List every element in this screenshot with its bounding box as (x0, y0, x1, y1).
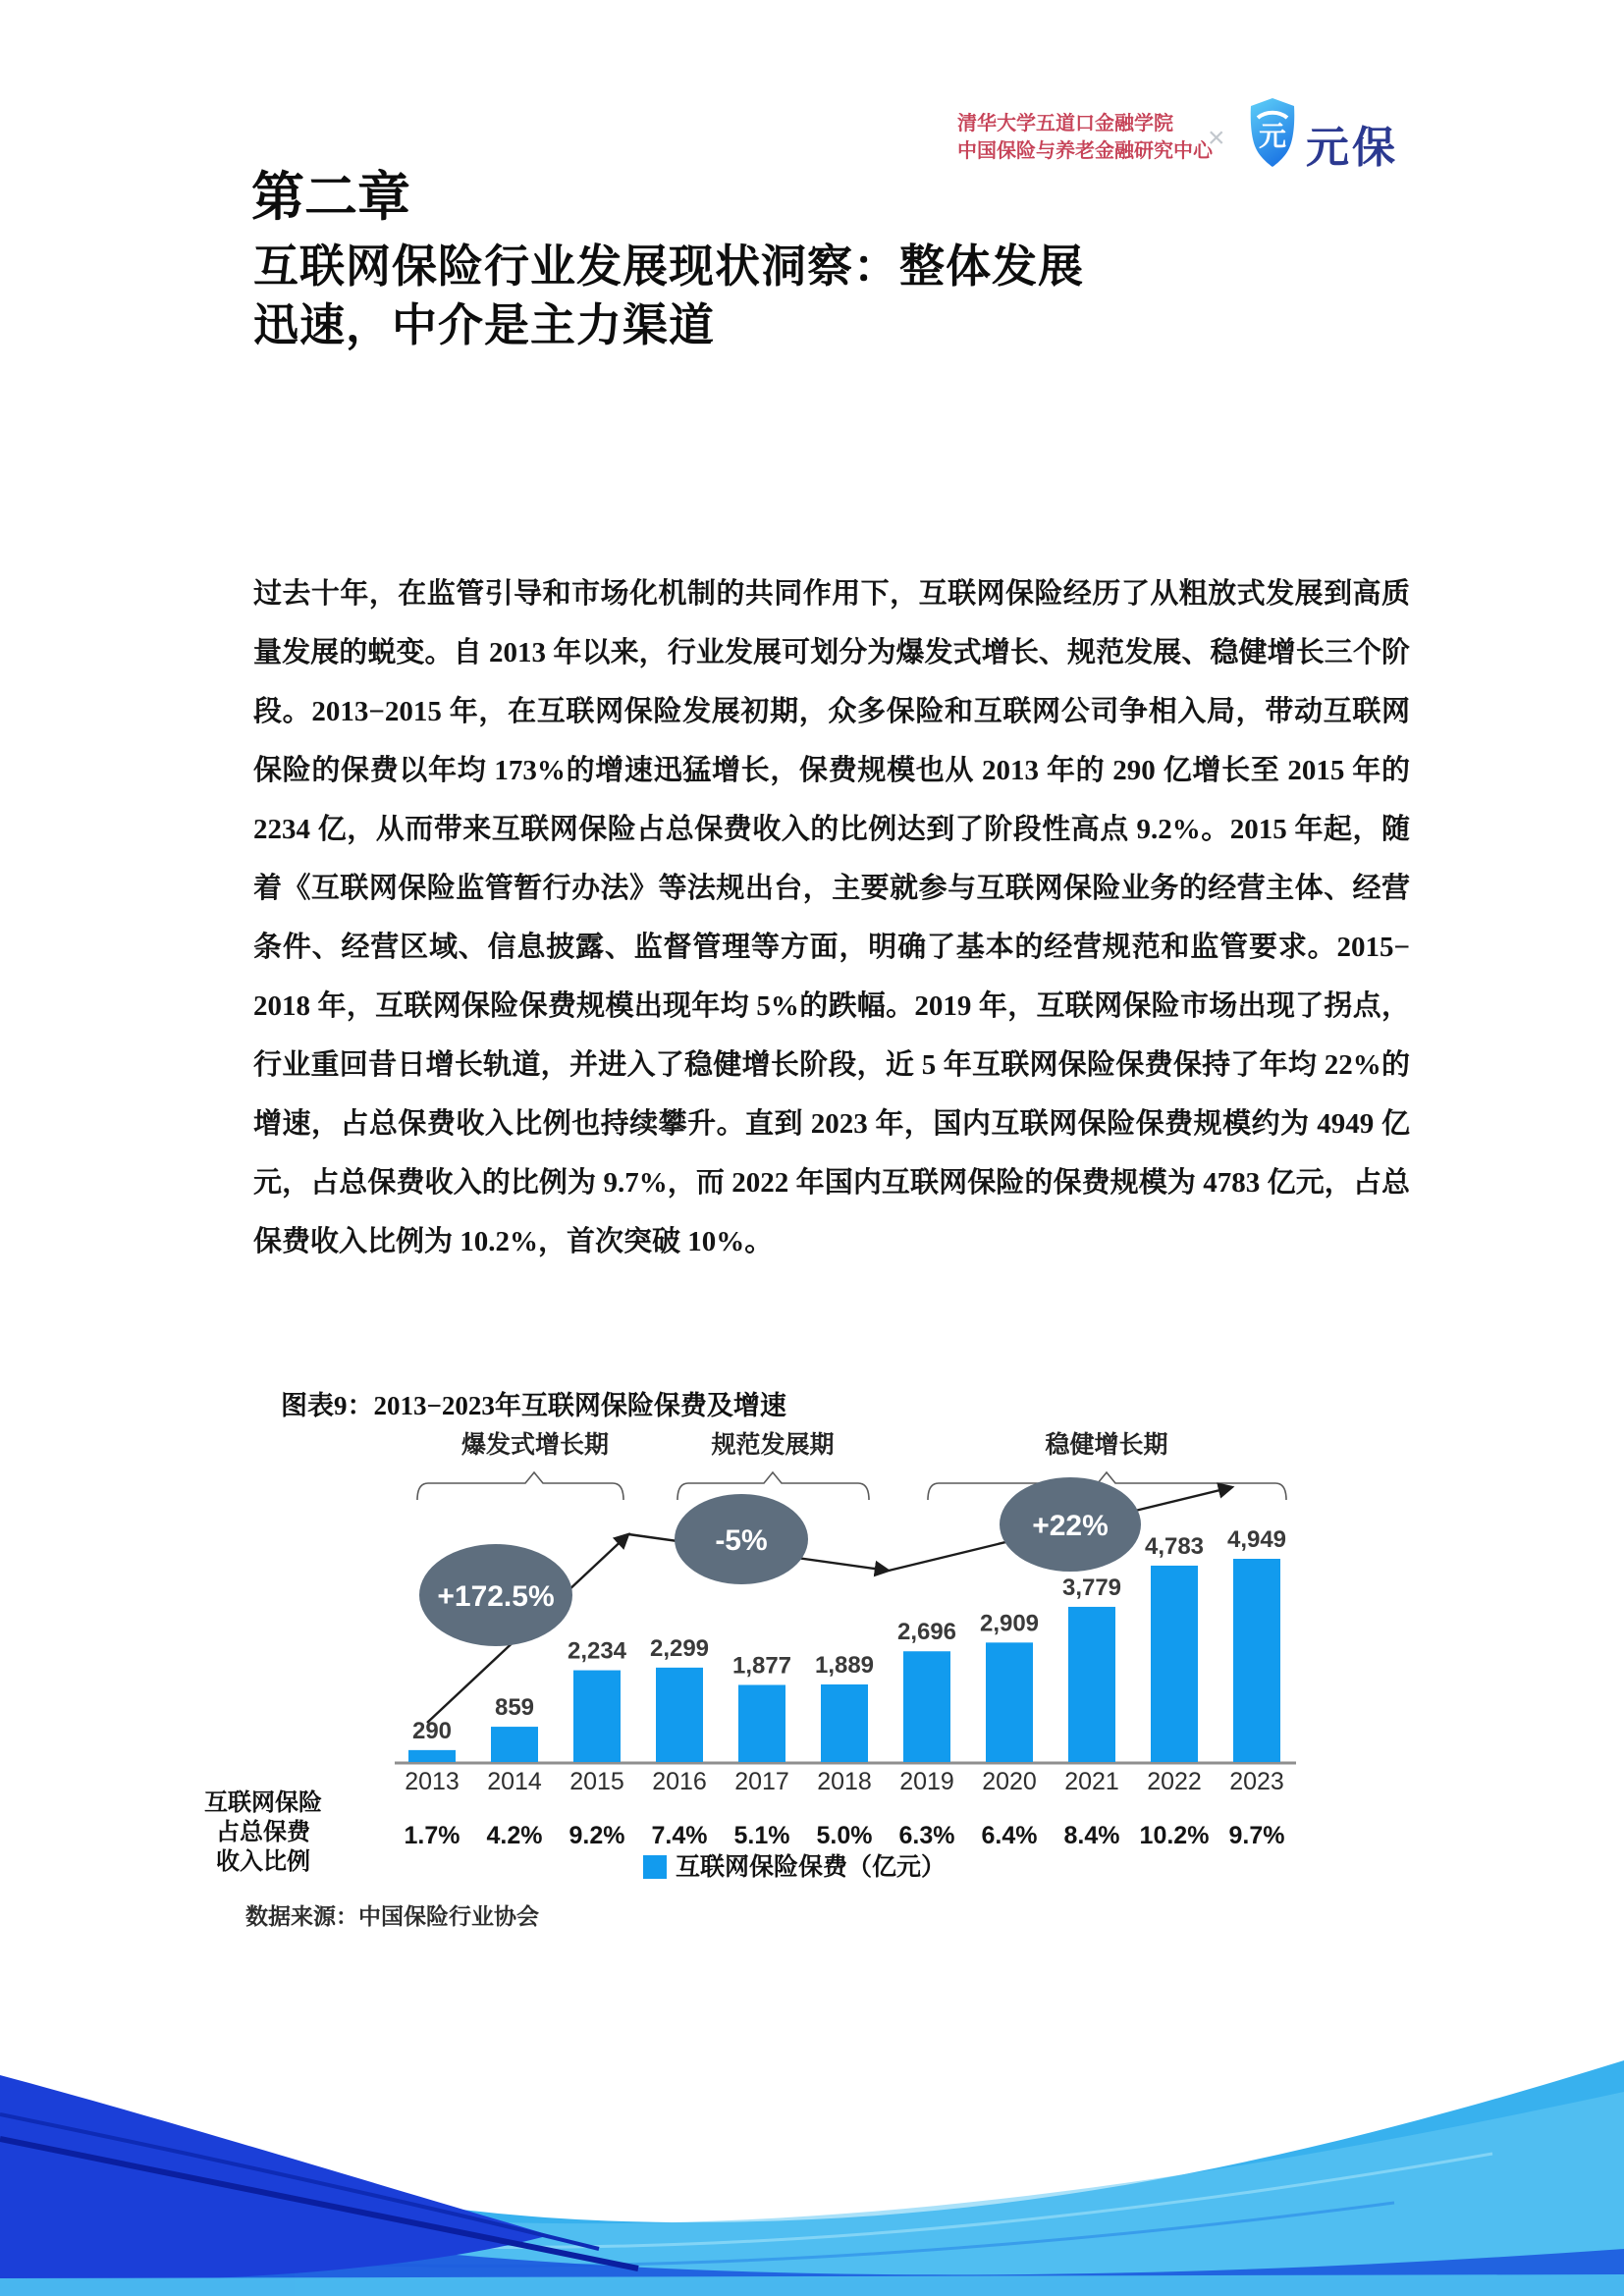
body-paragraph (253, 571, 1410, 1278)
premium-bar (573, 1671, 621, 1762)
shield-emblem: 元 (1258, 121, 1287, 151)
yuanbao-shield-icon (1247, 96, 1298, 176)
year-label: 2014 (487, 1768, 542, 1795)
body-line: 2234 亿，从而带来互联网保险占总保费收入的比例达到了阶段性高点 9.2%。2015 年起，随 (253, 814, 1410, 845)
org-line-1: 清华大学五道口金融学院 (957, 113, 1173, 134)
share-axis-label-line-1: 互联网保险 (204, 1790, 322, 1816)
body-line: 元，占总保费收入的比例为 9.7%，而 2022 年国内互联网保险的保费规模为 4783 亿元，占总 (253, 1167, 1410, 1199)
premium-bar (986, 1642, 1033, 1762)
bar-value-label: 2,696 (896, 1619, 957, 1646)
year-label: 2023 (1229, 1768, 1284, 1795)
page-title-line-2: 迅速，中介是主力渠道 (253, 300, 715, 350)
year-label: 2020 (982, 1768, 1037, 1795)
bar-value-label: 1,889 (814, 1651, 875, 1679)
bar-value-label: 2,234 (567, 1637, 627, 1665)
phase-label-explosive-growth: 爆发式增长期 (460, 1432, 610, 1459)
collaboration-x-separator: × (1208, 122, 1225, 154)
premium-bar (903, 1651, 950, 1762)
growth-bubble-3-value: +22% (1032, 1510, 1109, 1542)
bar-value-label: 3,779 (1061, 1574, 1122, 1601)
body-line: 着《互联网保险监管暂行办法》等法规出台，主要就参与互联网保险业务的经营主体、经营 (253, 873, 1410, 904)
phase-brace-2 (677, 1472, 869, 1500)
share-axis-label-line-2: 占总保费 (216, 1820, 310, 1845)
year-label: 2015 (569, 1768, 624, 1795)
premium-bar (656, 1668, 703, 1762)
year-label: 2013 (405, 1768, 460, 1795)
share-percent-value: 1.7% (404, 1822, 460, 1849)
premium-bar (1233, 1559, 1280, 1762)
bar-value-label: 4,949 (1226, 1526, 1287, 1553)
bar-value-label: 290 (411, 1717, 453, 1744)
page-title (253, 238, 1084, 355)
share-percent-value: 4.2% (486, 1822, 543, 1849)
body-line: 保费收入比例为 10.2%，首次突破 10%。 (253, 1226, 774, 1257)
growth-bubble-1-value: +172.5% (437, 1580, 555, 1613)
body-line: 量发展的蜕变。自 2013 年以来，行业发展可划分为爆发式增长、规范发展、稳健增长三个阶 (253, 637, 1410, 668)
premium-bar (738, 1684, 785, 1762)
share-percent-value: 8.4% (1063, 1822, 1120, 1849)
year-label: 2019 (899, 1768, 954, 1795)
phase-label-regulated-development: 规范发展期 (711, 1432, 835, 1459)
legend-label: 互联网保险保费（亿元） (676, 1854, 947, 1881)
share-percent-value: 9.2% (568, 1822, 625, 1849)
page-title-line-1: 互联网保险行业发展现状洞察：整体发展 (253, 241, 1084, 292)
share-percent-value: 6.4% (981, 1822, 1038, 1849)
premium-bar (1068, 1607, 1115, 1762)
wave-deep-wedge (0, 2075, 550, 2280)
share-percent-value: 9.7% (1228, 1822, 1285, 1849)
bar-value-label: 859 (494, 1694, 535, 1722)
brand-wordmark: 元保 (1306, 124, 1398, 172)
body-line: 过去十年，在监管引导和市场化机制的共同作用下，互联网保险经历了从粗放式发展到高质 (253, 578, 1410, 610)
share-percent-value: 5.0% (816, 1822, 873, 1849)
year-label: 2016 (652, 1768, 707, 1795)
bar-value-label: 2,909 (979, 1610, 1040, 1637)
bar-value-label: 2,299 (649, 1634, 710, 1662)
wave-decoration (0, 2021, 1624, 2296)
figure-caption: 图表9：2013−2023年互联网保险保费及增速 (281, 1391, 786, 1420)
bar-value-label: 1,877 (731, 1652, 792, 1680)
figure-source: 数据来源：中国保险行业协会 (245, 1904, 539, 1929)
body-line: 2018 年，互联网保险保费规模出现年均 5%的跌幅。2019 年，互联网保险市场出现了拐点， (253, 990, 1410, 1022)
body-line: 条件、经营区域、信息披露、监督管理等方面，明确了基本的经营规范和监管要求。2015− (253, 932, 1410, 963)
chapter-label: 第二章 (251, 168, 410, 227)
premium-bar (491, 1727, 538, 1762)
premium-bar (408, 1750, 456, 1762)
body-line: 增速，占总保费收入比例也持续攀升。直到 2023 年，国内互联网保险保费规模约为 4949 亿 (253, 1108, 1410, 1140)
phase-brace-1 (417, 1472, 623, 1500)
premium-bar (821, 1684, 868, 1762)
org-line-2: 中国保险与养老金融研究中心 (957, 140, 1213, 162)
year-label: 2021 (1064, 1768, 1119, 1795)
growth-bubble-2-value: -5% (715, 1524, 768, 1557)
phase-label-steady-growth: 稳健增长期 (1045, 1432, 1168, 1459)
share-axis-label-line-3: 收入比例 (216, 1849, 310, 1875)
bar-value-label: 4,783 (1144, 1532, 1205, 1560)
body-line: 保险的保费以年均 173%的增速迅猛增长，保费规模也从 2013 年的 290 亿增长至 2015 年的 (253, 755, 1410, 786)
body-line: 段。2013−2015 年，在互联网保险发展初期，众多保险和互联网公司争相入局，带动互联网 (253, 696, 1410, 727)
share-percent-value: 7.4% (651, 1822, 708, 1849)
share-percent-value: 5.1% (733, 1822, 790, 1849)
year-label: 2022 (1147, 1768, 1202, 1795)
share-percent-value: 10.2% (1139, 1822, 1210, 1849)
legend-swatch (643, 1855, 667, 1879)
premium-growth-chart (177, 1414, 1394, 1904)
year-label: 2017 (734, 1768, 789, 1795)
share-percent-value: 6.3% (898, 1822, 955, 1849)
premium-bar (1151, 1566, 1198, 1762)
year-label: 2018 (817, 1768, 872, 1795)
body-line: 行业重回昔日增长轨道，并进入了稳健增长阶段，近 5 年互联网保险保费保持了年均 22%的 (253, 1049, 1410, 1081)
